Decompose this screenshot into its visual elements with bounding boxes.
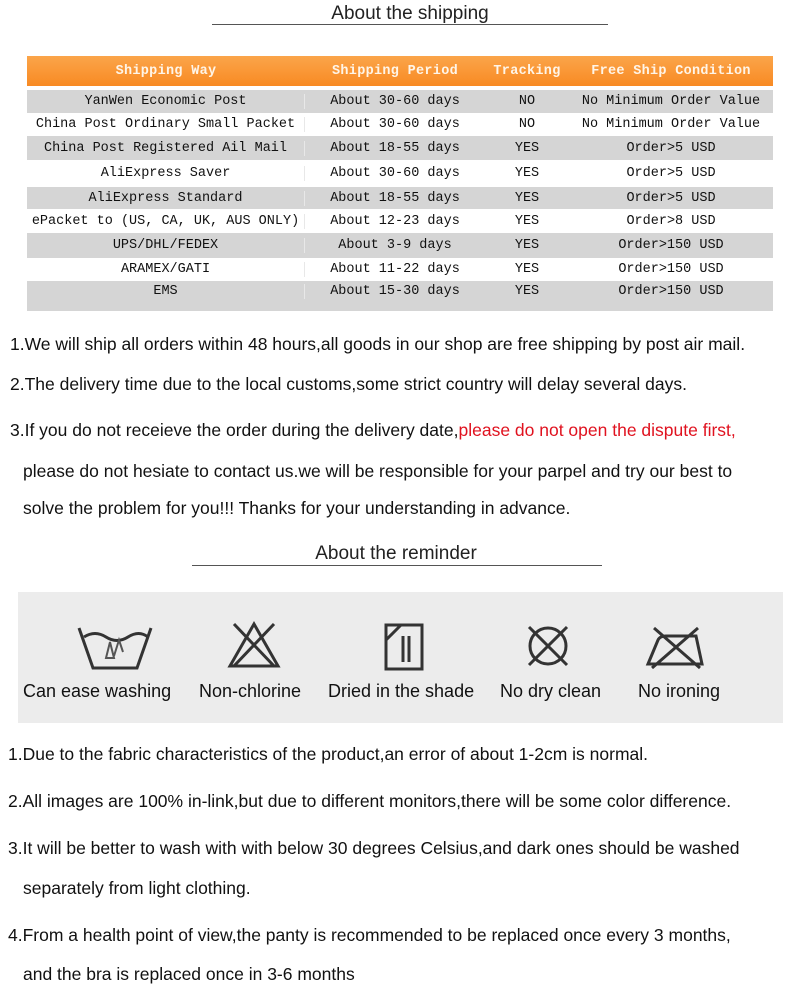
dispute-warning: please do not open the dispute first, — [458, 420, 736, 440]
reminder-note-3-line2: separately from light clothing. — [23, 878, 251, 898]
no-dry-clean-icon — [524, 622, 572, 670]
cell-way: China Post Ordinary Small Packet — [27, 117, 305, 132]
cell-way: AliExpress Standard — [27, 191, 305, 206]
cell-period: About 30-60 days — [330, 117, 460, 132]
shipping-note-1: 1.We will ship all orders within 48 hours,all goods in our shop are free shipping by post air mail. — [10, 334, 746, 354]
reminder-note-2: 2.All images are 100% in-link,but due to different monitors,there will be some color difference. — [8, 791, 732, 811]
no-iron-icon — [644, 626, 708, 670]
cell-condition: Order>5 USD — [626, 190, 716, 206]
cell-way: ePacket to (US, CA, UK, AUS ONLY) — [27, 214, 305, 229]
cell-way: YanWen Economic Post — [27, 94, 305, 109]
cell-period: About 18-55 days — [330, 190, 460, 206]
cell-way: EMS — [27, 284, 305, 299]
header-shipping-way: Shipping Way — [115, 63, 217, 79]
table-row — [27, 233, 773, 258]
table-row — [27, 113, 773, 136]
reminder-note-1: 1.Due to the fabric characteristics of the product,an error of about 1-2cm is normal. — [8, 744, 649, 764]
cell-tracking: NO — [518, 117, 536, 132]
cell-tracking: YES — [514, 213, 540, 229]
shade-dry-icon — [382, 622, 426, 672]
cell-condition: Order>8 USD — [626, 213, 716, 229]
table-header-row — [27, 56, 773, 86]
care-label-no-dry-clean: No dry clean — [500, 681, 602, 701]
cell-tracking: YES — [514, 166, 540, 181]
reminder-note-3: 3.It will be better to wash with with below 30 degrees Celsius,and dark ones should be washed — [8, 838, 740, 858]
cell-tracking: YES — [514, 238, 540, 253]
cell-condition: Order>150 USD — [618, 238, 724, 253]
cell-tracking: YES — [514, 140, 540, 156]
care-label-no-ironing: No ironing — [638, 681, 721, 701]
cell-way: ARAMEX/GATI — [27, 262, 305, 277]
cell-period: About 18-55 days — [330, 140, 460, 156]
reminder-note-4: 4.From a health point of view,the panty is recommended to be replaced once every 3 months, — [8, 925, 731, 945]
shipping-table — [27, 56, 773, 311]
wash-tub-icon — [76, 622, 154, 674]
cell-way: UPS/DHL/FEDEX — [27, 238, 305, 253]
cell-period: About 3-9 days — [338, 238, 452, 253]
cell-period: About 15-30 days — [330, 284, 460, 299]
cell-condition: Order>150 USD — [618, 262, 724, 277]
care-label-washing: Can ease washing — [23, 681, 172, 701]
cell-condition: No Minimum Order Value — [581, 94, 761, 109]
cell-period: About 12-23 days — [330, 213, 460, 229]
cell-period: About 30-60 days — [330, 94, 460, 109]
reminder-title-underline — [192, 565, 602, 566]
cell-condition: Order>5 USD — [626, 166, 716, 181]
cell-condition: Order>5 USD — [626, 140, 716, 156]
cell-period: About 30-60 days — [330, 166, 460, 181]
header-tracking: Tracking — [493, 63, 561, 79]
table-row — [27, 160, 773, 187]
cell-condition: No Minimum Order Value — [581, 117, 761, 132]
shipping-title-underline — [212, 24, 608, 25]
shipping-note-3-line2: please do not hesiate to contact us.we will be responsible for your parpel and try our best to — [23, 461, 733, 481]
reminder-note-4-line2: and the bra is replaced once in 3-6 months — [23, 964, 355, 984]
cell-tracking: NO — [518, 94, 536, 109]
care-label-non-chlorine: Non-chlorine — [199, 681, 302, 701]
table-row — [27, 258, 773, 281]
cell-way: China Post Registered Ail Mail — [27, 141, 305, 156]
care-instructions-panel — [18, 592, 783, 723]
header-shipping-period: Shipping Period — [331, 63, 459, 79]
care-label-shade-dry: Dried in the shade — [328, 681, 475, 701]
cell-condition: Order>150 USD — [618, 284, 724, 299]
table-row — [27, 187, 773, 209]
table-row — [27, 90, 773, 113]
cell-tracking: YES — [514, 262, 540, 277]
header-free-ship-condition: Free Ship Condition — [591, 63, 751, 79]
no-bleach-icon — [226, 620, 282, 670]
table-row — [27, 136, 773, 160]
cell-period: About 11-22 days — [330, 262, 460, 277]
shipping-note-3 — [10, 420, 736, 440]
cell-tracking: YES — [514, 190, 540, 206]
table-bottom-band — [27, 302, 773, 311]
reminder-section-title: About the reminder — [315, 543, 477, 564]
shipping-section-title: About the shipping — [331, 3, 489, 24]
cell-way: AliExpress Saver — [27, 166, 305, 181]
table-row — [27, 209, 773, 233]
shipping-note-3-text: 3.If you do not receieve the order during the delivery date, — [10, 420, 459, 440]
table-row — [27, 281, 773, 302]
cell-tracking: YES — [514, 284, 540, 299]
shipping-note-2: 2.The delivery time due to the local customs,some strict country will delay several days. — [10, 374, 687, 394]
shipping-note-3-line3: solve the problem for you!!! Thanks for your understanding in advance. — [23, 498, 571, 518]
